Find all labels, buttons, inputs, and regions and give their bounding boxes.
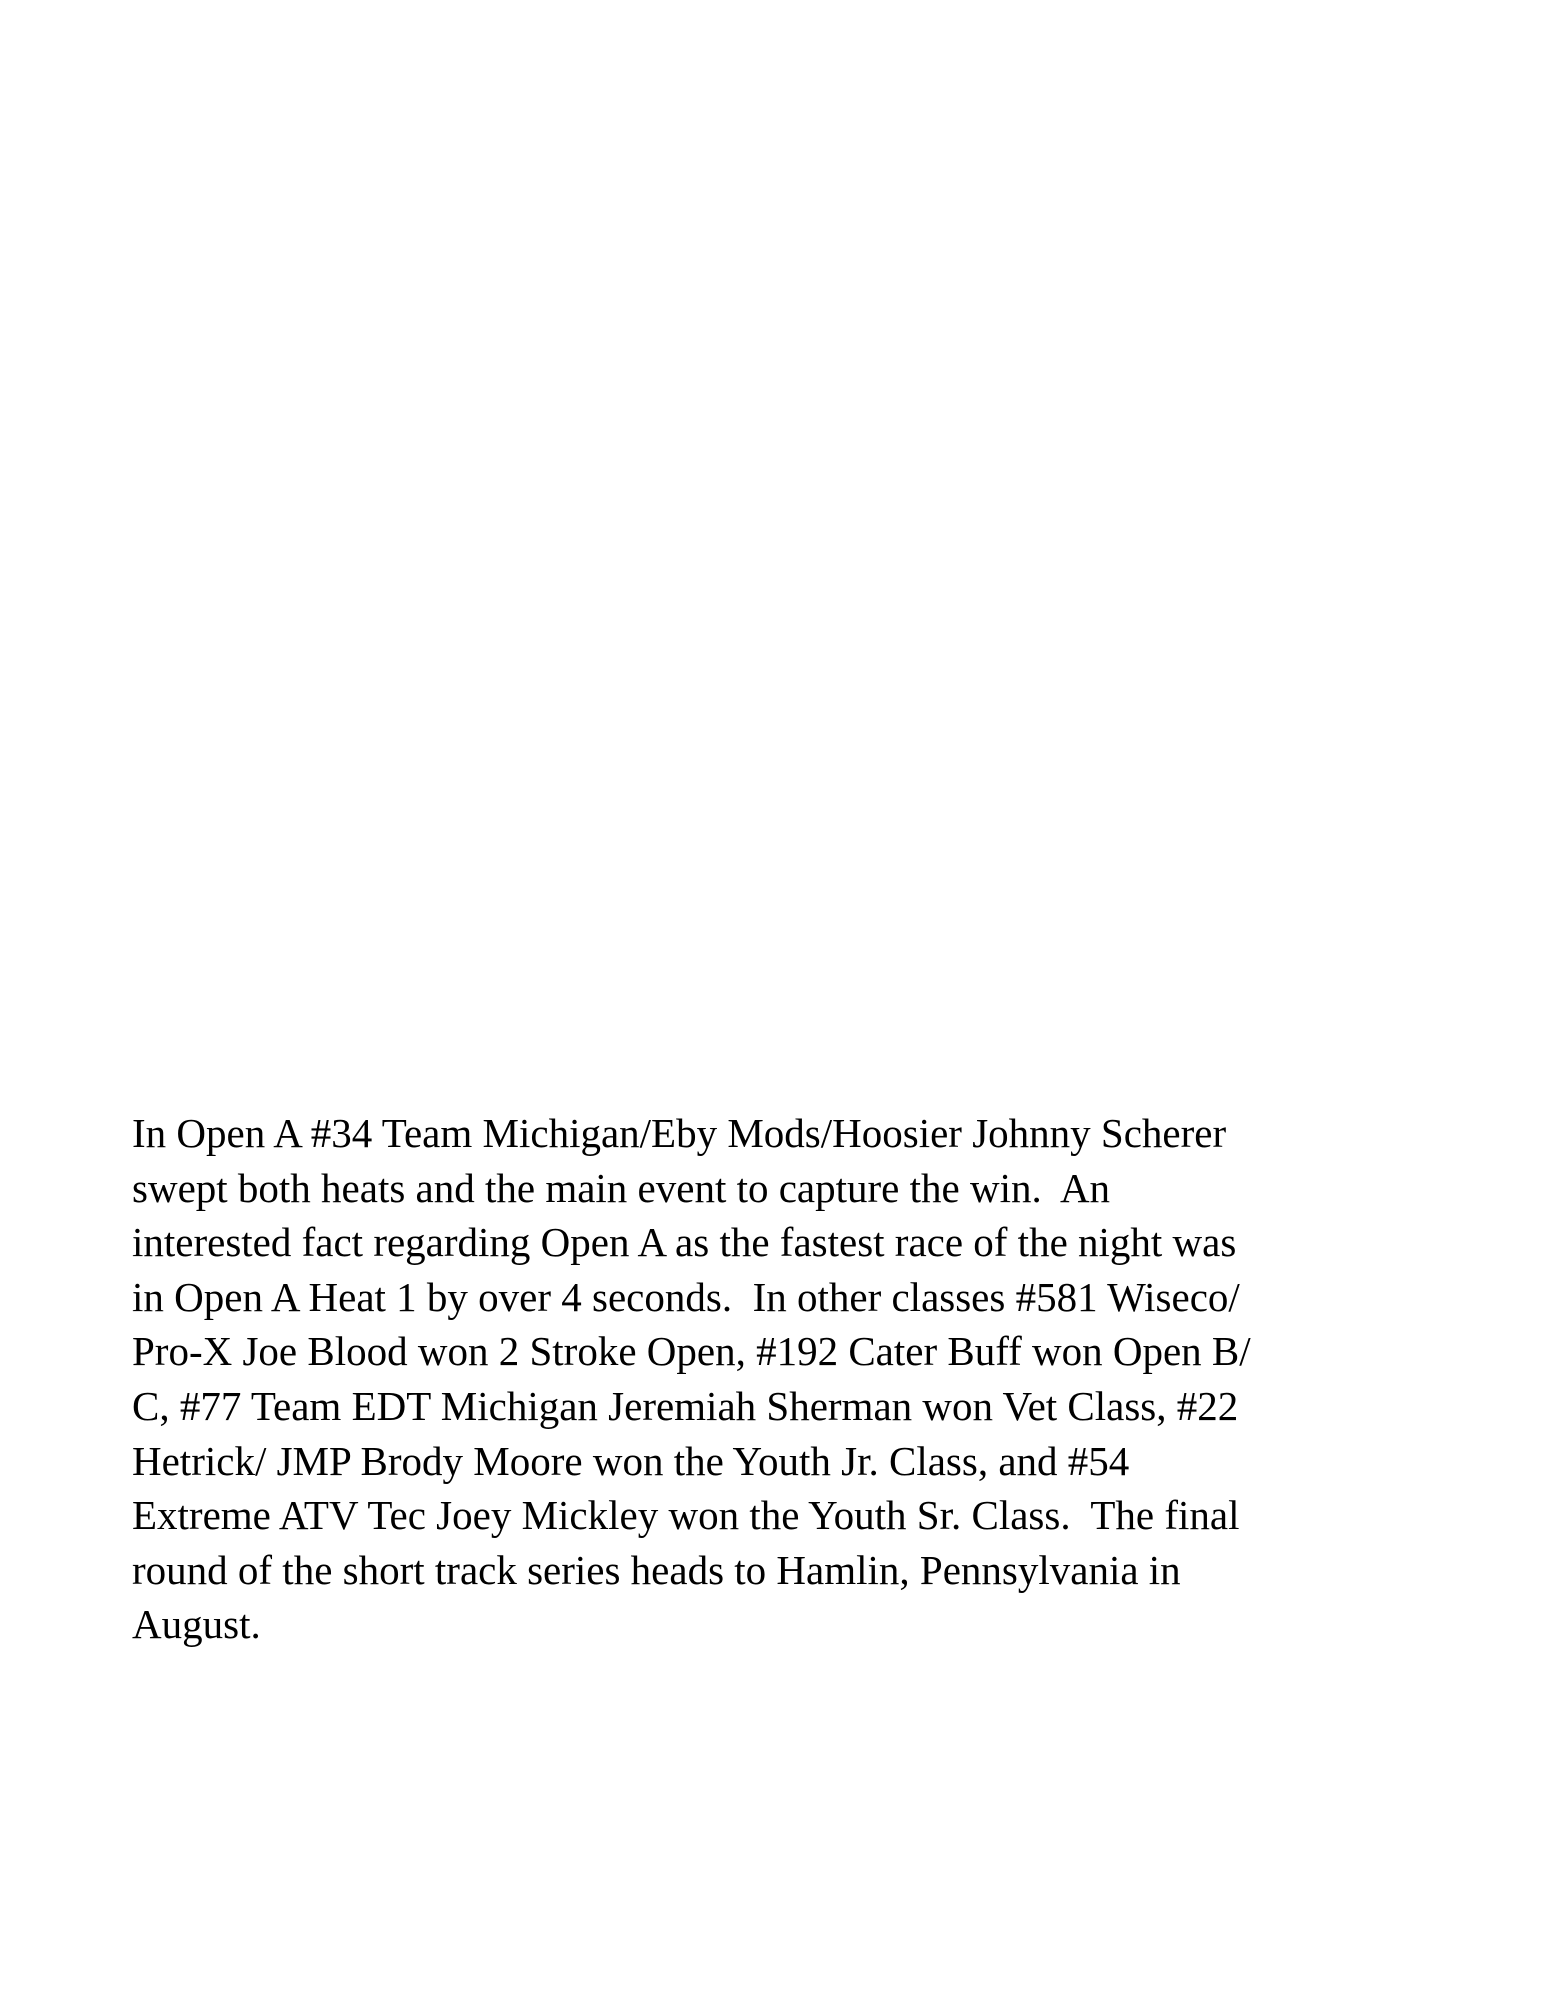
paragraph-line: interested fact regarding Open A as the fastest race of the night was bbox=[132, 1219, 1237, 1266]
paragraph-line: Pro-X Joe Blood won 2 Stroke Open, #192 Cater Buff won Open B/ bbox=[132, 1328, 1251, 1375]
paragraph-line: in Open A Heat 1 by over 4 seconds. In other classes #581 Wiseco/ bbox=[132, 1273, 1240, 1320]
paragraph-line: round of the short track series heads to Hamlin, Pennsylvania in bbox=[132, 1546, 1181, 1593]
paragraph-line: C, #77 Team EDT Michigan Jeremiah Sherman won Vet Class, #22 bbox=[132, 1382, 1239, 1429]
paragraph-line: Hetrick/ JMP Brody Moore won the Youth Jr. Class, and #54 bbox=[132, 1437, 1130, 1484]
paragraph-line: swept both heats and the main event to capture the win. An bbox=[132, 1164, 1111, 1211]
paragraph-line: In Open A #34 Team Michigan/Eby Mods/Hoosier Johnny Scherer bbox=[132, 1110, 1227, 1156]
race-results-paragraph bbox=[132, 1106, 1462, 1652]
paragraph-line: Extreme ATV Tec Joey Mickley won the Youth Sr. Class. The final bbox=[132, 1492, 1240, 1539]
paragraph-line: August. bbox=[132, 1601, 261, 1648]
